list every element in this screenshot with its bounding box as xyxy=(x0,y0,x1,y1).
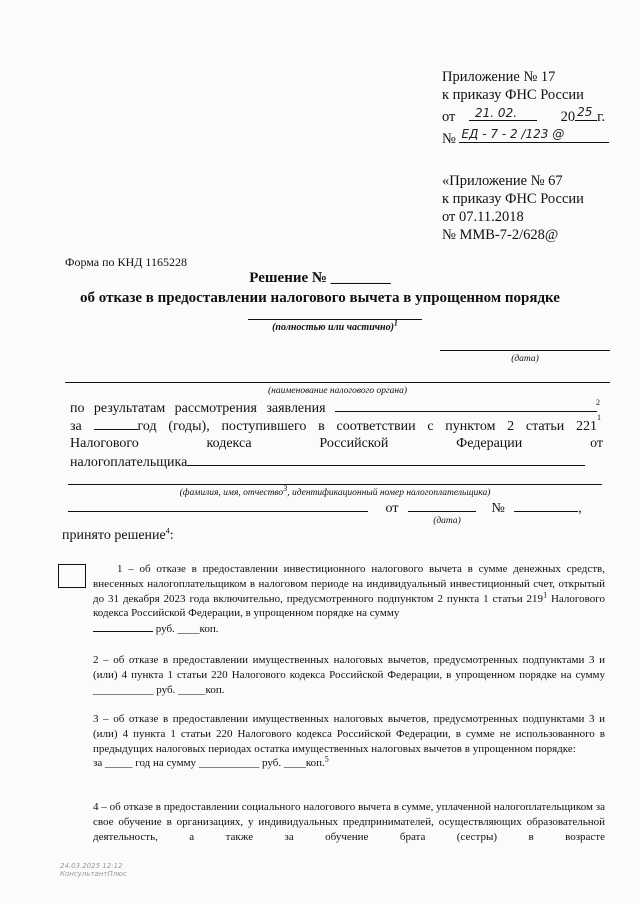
ref-row xyxy=(68,499,602,518)
item1-amount-field xyxy=(93,621,153,632)
number-prefix: № xyxy=(442,131,456,147)
year-suffix: г. xyxy=(597,109,606,125)
ref-date-caption: (дата) xyxy=(433,516,461,526)
number-line xyxy=(459,127,609,143)
previous-appendix xyxy=(442,172,632,244)
decision-item-2 xyxy=(93,653,605,697)
year-field xyxy=(94,417,138,430)
body-za: за xyxy=(70,419,82,434)
year-line xyxy=(575,105,597,121)
taxpayer-field xyxy=(187,453,585,466)
body-line3: Налогового кодекса Российской Федерации от xyxy=(70,436,603,451)
subtitle-text: (полностью или частично) xyxy=(272,322,394,333)
item3-text: 3 – об отказе в предоставлении имущественных налоговых вычетов, предусмотренных подпунктами 3 и (или) 4 пункта 1 статьи 220 Налогового кодекса Российской Федерации, в сумме не использованного в предыдущих налоговых периодах остатка имущественных налоговых вычетов в упрощенном порядке: xyxy=(93,713,605,755)
item1-text-a: 1 – об отказе в предоставлении инвестиционного налогового вычета в сумме денежных средств, внесенных налогоплательщиком в налоговом периоде на индивидуальный инвестиционный счет, открытый до 31 декабря 2023 года включительно, предусмотренного подпунктом 2 пункта 1 статьи 219 xyxy=(93,563,605,605)
date-line-right xyxy=(440,350,610,351)
system-stamp xyxy=(60,862,127,878)
handwritten-date: 21. 02. xyxy=(475,106,518,120)
appendix-order: к приказу ФНС России xyxy=(442,87,584,103)
decision-item-1 xyxy=(93,562,605,637)
body-text-2: год (годы), поступившего в соответствии с пунктом 2 статьи 221 xyxy=(137,419,598,434)
date-prefix: от xyxy=(442,109,456,125)
item1-checkbox[interactable] xyxy=(58,564,86,588)
taxpayer-line2 xyxy=(68,484,602,485)
date-line xyxy=(469,108,537,121)
year-prefix: 20 xyxy=(560,109,576,125)
ref-field xyxy=(68,499,368,512)
handwritten-number: ЕД - 7 - 2 /123 @ xyxy=(461,127,565,141)
taxpayer-caption-footnote: 3 xyxy=(283,483,288,493)
decision-label-text: принято решение xyxy=(62,528,166,543)
taxpayer-caption-rest: , идентификационный номер налогоплательщика) xyxy=(287,488,491,498)
item1-text-b: Налогового кодекса Российской Федерации, в упрощенном порядке на сумму xyxy=(93,592,605,620)
item4-text: 4 – об отказе в предоставлении социального налогового вычета в сумме, уплаченной налогоплательщиком за свое обучение в организациях, у индивидуальных предпринимателей, осуществляющих образовательной деятельность, а также за обучение брата (сестры) в возрасте xyxy=(93,801,605,843)
prev-appendix-line3: от 07.11.2018 xyxy=(442,209,524,225)
prev-appendix-line4: № ММВ-7-2/628@ xyxy=(442,227,559,243)
item1-footnote: 1 xyxy=(543,589,548,599)
item3-tail: за _____ год на сумму ___________ руб. ____коп. xyxy=(93,757,325,770)
appendix-date-row xyxy=(442,105,632,126)
body-line4 xyxy=(70,453,603,472)
ref-number-field xyxy=(514,499,578,512)
subtitle-footnote: 1 xyxy=(393,318,398,328)
form-code: Форма по КНД 1165228 xyxy=(65,255,187,269)
decision-title: Решение № ________ xyxy=(249,270,391,286)
date-caption: (дата) xyxy=(511,354,539,364)
decision-footnote: 4 xyxy=(165,526,170,536)
stamp-line-2: КонсультантПлюс xyxy=(60,870,127,878)
decision-label: принято решение$^4$: xyxy=(62,526,174,543)
item1-tail: руб. ____коп. xyxy=(155,623,219,636)
appendix-number: Приложение № 17 xyxy=(442,69,556,85)
decision-item-3 xyxy=(93,712,605,771)
authority-line xyxy=(65,382,610,383)
stamp-line-1: 24.03.2025 12:12 xyxy=(60,862,123,870)
body-taxpayer: налогоплательщика xyxy=(70,455,188,470)
decision-title-line2: об отказе в предоставлении налогового вычета в упрощенном порядке xyxy=(80,290,560,306)
item2-text: 2 – об отказе в предоставлении имущественных налоговых вычетов, предусмотренных подпунктами 3 и (или) 4 пункта 1 статьи 220 Налогового кодекса Российской Федерации, в упрощенном порядке на сумму ___________ руб. _____коп. xyxy=(93,654,605,696)
ref-comma: , xyxy=(578,501,582,516)
ref-ot: от xyxy=(385,501,399,516)
ref-date-field xyxy=(408,499,476,512)
body-line1 xyxy=(70,399,597,418)
handwritten-year: 25 xyxy=(577,105,593,119)
body-line2 xyxy=(70,417,597,436)
decision-item-4 xyxy=(93,800,605,844)
item3-footnote: 5 xyxy=(324,754,329,764)
application-field xyxy=(335,399,597,412)
ref-no: № xyxy=(491,501,505,516)
taxpayer-caption-text: (фамилия, имя, отчество xyxy=(179,488,284,498)
body-text-1: по результатам рассмотрения заявления xyxy=(70,401,326,416)
prev-appendix-line2: к приказу ФНС России xyxy=(442,191,584,207)
appendix-header xyxy=(442,68,632,148)
prev-appendix-line1: «Приложение № 67 xyxy=(442,173,563,189)
authority-caption: (наименование налогового органа) xyxy=(267,386,408,396)
appendix-number-row xyxy=(442,127,632,148)
subtitle xyxy=(240,318,430,333)
taxpayer-caption xyxy=(68,483,602,498)
